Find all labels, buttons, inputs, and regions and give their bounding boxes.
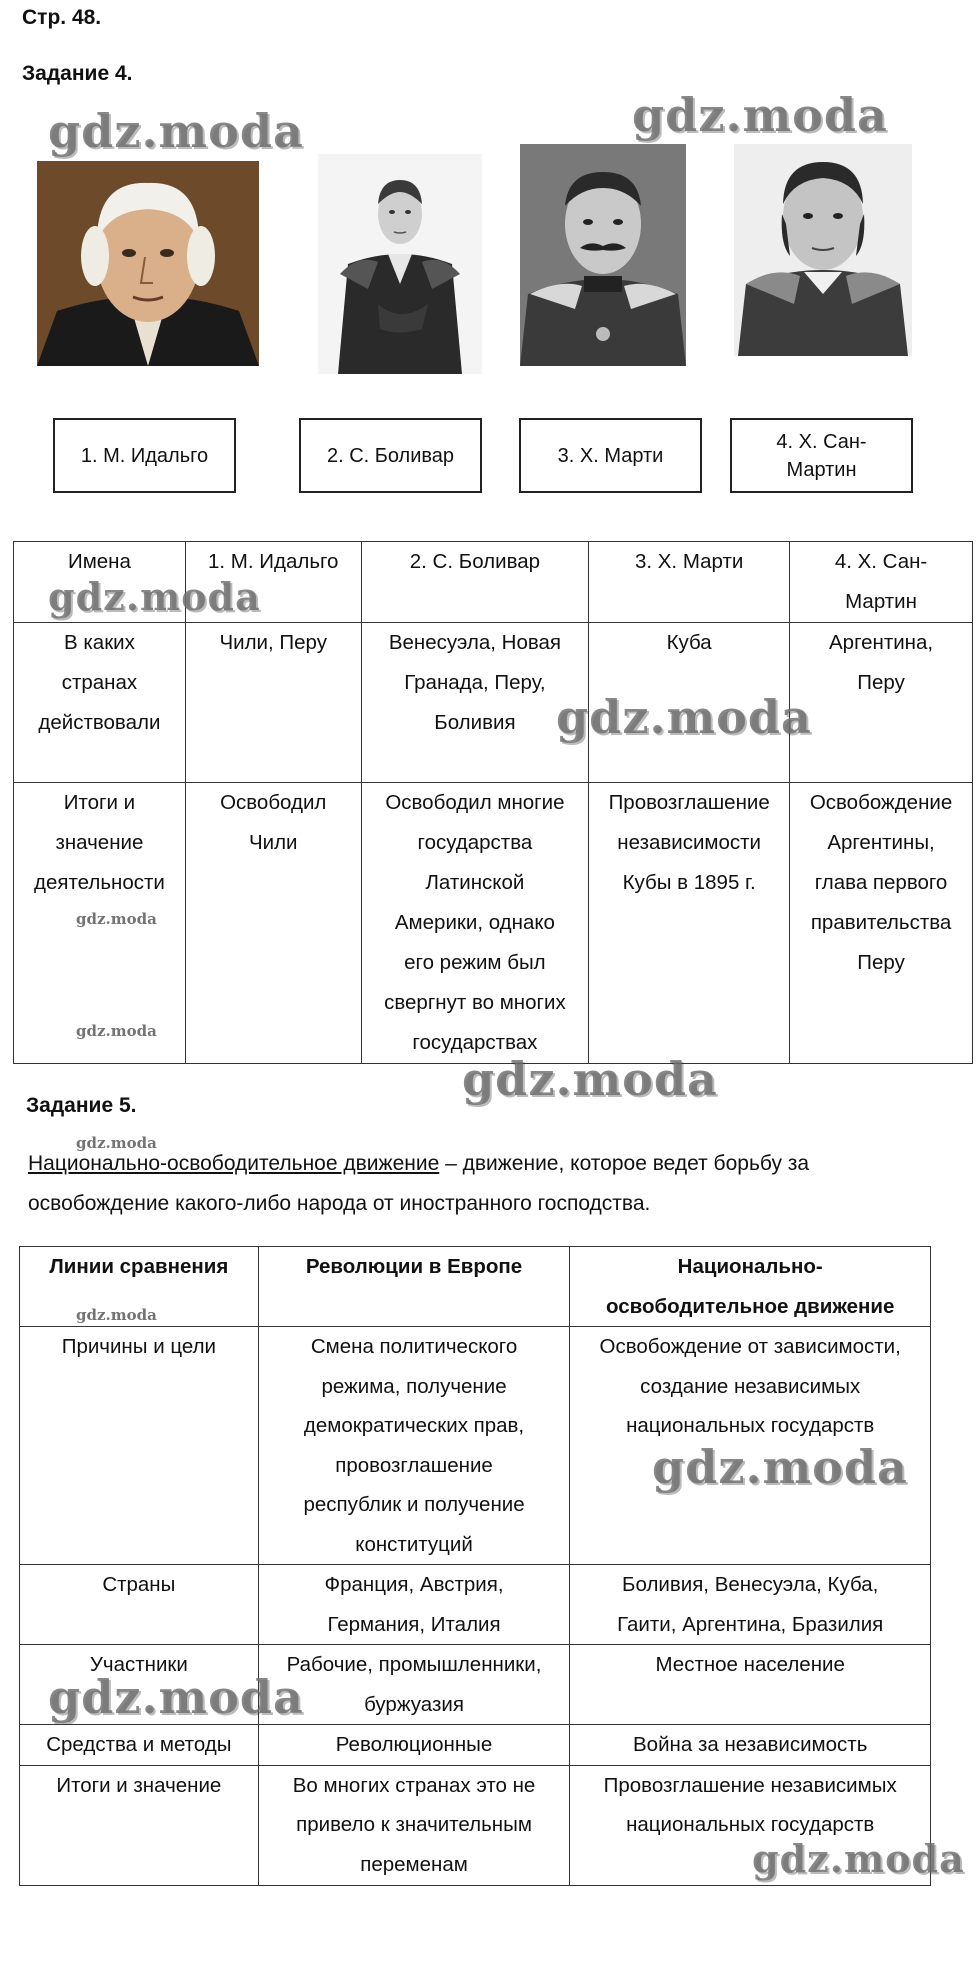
table-cell: Аргентина, Перу xyxy=(790,623,973,783)
name-box-san-martin: 4. Х. Сан- Мартин xyxy=(730,418,913,493)
table-cell: Во многих странах это не привело к значительным переменам xyxy=(258,1765,570,1885)
table-cell: Освободил многие государства Латинской Америки, однако его режим был свергнут во многих государствах xyxy=(361,783,589,1064)
table-cell: Война за независимость xyxy=(570,1725,931,1766)
table-cell: Провозглашение независимости Кубы в 1895 г. xyxy=(589,783,790,1064)
table-cell: Смена политического режима, получение демократических прав, провозглашение республик и получение конституций xyxy=(258,1327,570,1565)
table-cell: Итоги и значение xyxy=(20,1765,259,1885)
watermark: gdz.moda xyxy=(76,1022,157,1040)
watermark: gdz.moda xyxy=(76,910,157,928)
table-cell: Провозглашение независимых национальных государств xyxy=(570,1765,931,1885)
table-cell: Страны xyxy=(20,1565,259,1645)
task5-title: Задание 5. xyxy=(26,1094,137,1117)
definition-paragraph xyxy=(28,1144,928,1224)
definition-term: Национально-освободительное движение xyxy=(28,1152,440,1175)
table-cell: Революционные xyxy=(258,1725,570,1766)
portrait-bolivar-icon xyxy=(318,154,482,374)
watermark: gdz.moda xyxy=(76,1134,157,1152)
table-cell: Боливия, Венесуэла, Куба, Гаити, Аргентина, Бразилия xyxy=(570,1565,931,1645)
name-box-bolivar: 2. С. Боливар xyxy=(299,418,482,493)
table-cell: Средства и методы xyxy=(20,1725,259,1766)
table-cell: Куба xyxy=(589,623,790,783)
table-cell: Местное население xyxy=(570,1645,931,1725)
table-cell: Освобождение от зависимости, создание независимых национальных государств xyxy=(570,1327,931,1565)
table-cell: Венесуэла, Новая Гранада, Перу, Боливия xyxy=(361,623,589,783)
table-header-cell: Имена xyxy=(14,542,186,623)
table-header-cell: Национально- освободительное движение xyxy=(570,1247,931,1327)
table-cell: Освободил Чили xyxy=(185,783,361,1064)
watermark: gdz.moda xyxy=(76,1306,157,1324)
portrait-marti-icon xyxy=(520,144,686,366)
page-number: Стр. 48. xyxy=(22,6,102,29)
definition-text: – движение, которое ведет борьбу за освобождение какого-либо народа от иностранного господства. xyxy=(28,1152,810,1215)
name-box-marti: 3. Х. Марти xyxy=(519,418,702,493)
table-header-cell: Революции в Европе xyxy=(258,1247,570,1327)
table-cell: В каких странах действовали xyxy=(14,623,186,783)
table-header-cell: 3. Х. Марти xyxy=(589,542,790,623)
table-header-cell: 4. Х. Сан- Мартин xyxy=(790,542,973,623)
name-box-hidalgo: 1. М. Идальго xyxy=(53,418,236,493)
table-cell: Франция, Австрия, Германия, Италия xyxy=(258,1565,570,1645)
table-cell: Рабочие, промышленники, буржуазия xyxy=(258,1645,570,1725)
watermark: gdz.moda xyxy=(48,574,261,619)
table-row xyxy=(14,783,973,1064)
watermark: gdz.moda xyxy=(48,104,304,158)
watermark: gdz.moda xyxy=(652,1440,908,1494)
watermark: gdz.moda xyxy=(752,1836,965,1881)
task5-table xyxy=(19,1246,931,1886)
portrait-hidalgo-icon xyxy=(37,161,259,366)
table-cell: Причины и цели xyxy=(20,1327,259,1565)
watermark: gdz.moda xyxy=(462,1052,718,1106)
table-row xyxy=(20,1565,931,1645)
table-cell: Освобождение Аргентины, глава первого правительства Перу xyxy=(790,783,973,1064)
task4-title: Задание 4. xyxy=(22,62,133,85)
table-header-cell: Линии сравнения xyxy=(20,1247,259,1327)
table-cell: Итоги и значение деятельности xyxy=(14,783,186,1064)
task4-table xyxy=(13,541,973,1064)
table-row xyxy=(20,1725,931,1766)
watermark: gdz.moda xyxy=(556,690,812,744)
table-cell: Участники xyxy=(20,1645,259,1725)
table-header-cell: 2. С. Боливар xyxy=(361,542,589,623)
table-header-cell: 1. М. Идальго xyxy=(185,542,361,623)
watermark: gdz.moda xyxy=(48,1670,304,1724)
table-cell: Чили, Перу xyxy=(185,623,361,783)
table-row xyxy=(14,623,973,783)
watermark: gdz.moda xyxy=(632,88,888,142)
portrait-san-martin-icon xyxy=(734,144,912,356)
